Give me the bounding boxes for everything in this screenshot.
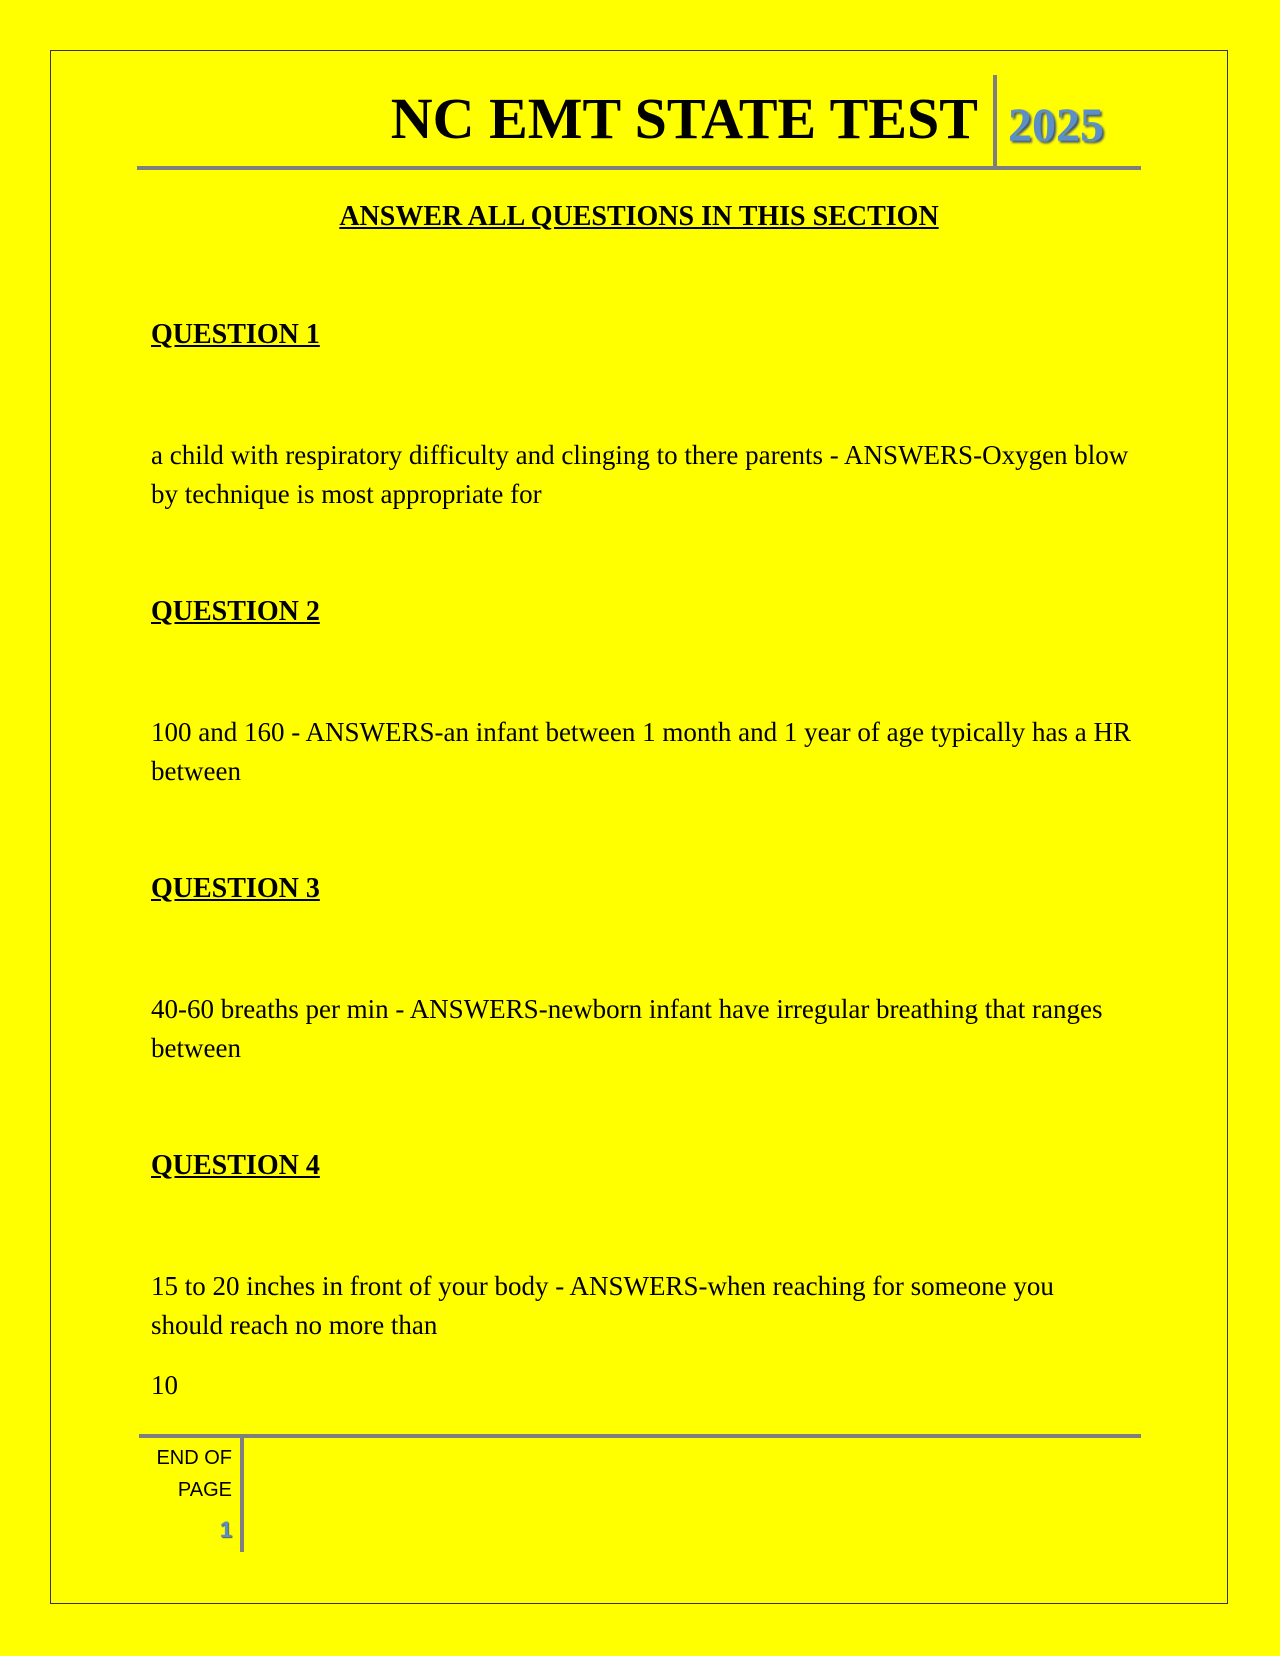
document-title: NC EMT STATE TEST [390, 86, 978, 151]
question-3-text: 40-60 breaths per min - ANSWERS-newborn infant have irregular breathing that ranges between [151, 994, 1103, 1063]
question-4-text: 15 to 20 inches in front of your body - ANSWERS-when reaching for someone you should reach no more than [151, 1271, 1054, 1340]
question-1-heading: QUESTION 1 [151, 319, 320, 350]
question-1-text: a child with respiratory difficulty and clinging to there parents - ANSWERS-Oxygen blow by technique is most appropriate for [151, 440, 1129, 509]
title-divider [993, 75, 997, 167]
question-2-text: 100 and 160 - ANSWERS-an infant between 1 month and 1 year of age typically has a HR between [151, 717, 1132, 786]
footer-divider [240, 1438, 244, 1552]
question-3-heading: QUESTION 3 [151, 873, 320, 904]
question-2-heading: QUESTION 2 [151, 596, 320, 627]
document-year: 2025 [1008, 99, 1104, 152]
footer-label-line2: PAGE [177, 1479, 232, 1501]
footer-rule [139, 1434, 1141, 1438]
question-4-heading: QUESTION 4 [151, 1150, 320, 1181]
stray-number: 10 [151, 1370, 178, 1400]
section-heading: ANSWER ALL QUESTIONS IN THIS SECTION [339, 201, 939, 232]
page-border [50, 50, 1228, 1604]
title-rule [137, 166, 1141, 170]
footer-page-number: 1 [219, 1517, 232, 1542]
footer-label-line1: END OF [156, 1447, 232, 1469]
footer-label [140, 1442, 232, 1506]
